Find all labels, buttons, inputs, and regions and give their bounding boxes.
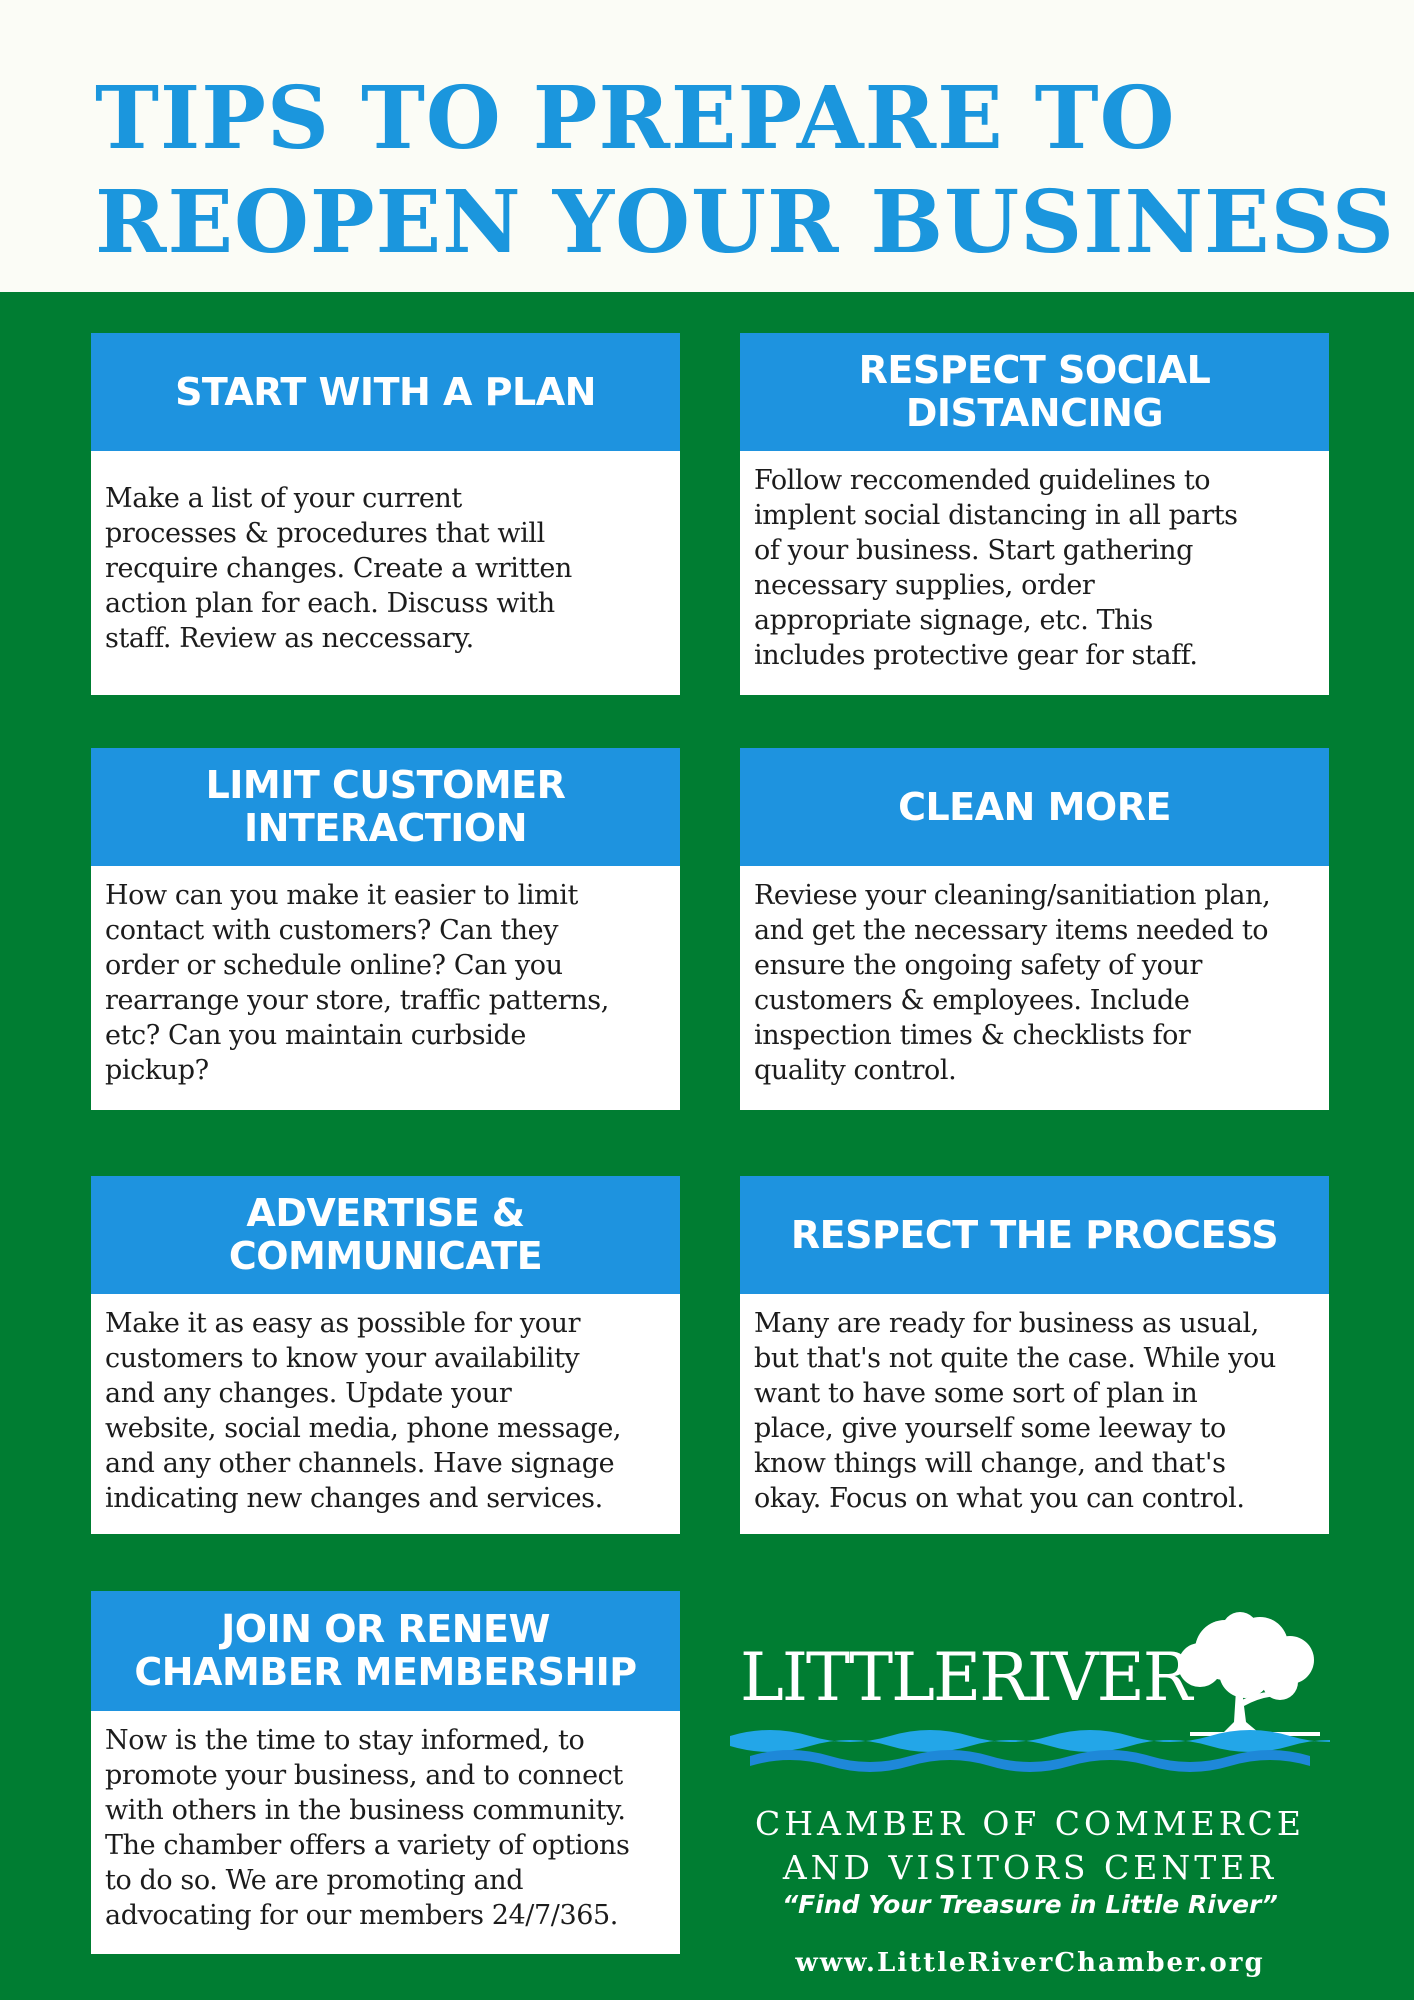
tip-card-body bbox=[91, 866, 680, 1110]
page-title-line-1: TIPS TO PREPARE TO bbox=[95, 68, 1176, 169]
header bbox=[0, 0, 1414, 292]
tip-card-header bbox=[91, 748, 680, 866]
tip-card-heading: START WITH A PLAN bbox=[175, 369, 596, 414]
tip-card-body bbox=[91, 1294, 680, 1534]
tip-card-heading: LIMIT CUSTOMER INTERACTION bbox=[205, 763, 566, 850]
tip-card-join-or-renew-membership bbox=[91, 1591, 680, 1954]
tip-card-text: Many are ready for business as usual, but that's not quite the case. While you want to have some sort of plan in place, give yourself some leeway to know things will change, and that's okay. Focus on what you can control. bbox=[754, 1308, 1276, 1514]
tip-card-clean-more bbox=[740, 748, 1329, 1110]
tip-card-text: Make a list of your current processes & procedures that will recquire changes. Create a written action plan for each. Discuss with staff. Review as neccessary. bbox=[105, 483, 572, 654]
tip-card-advertise-communicate bbox=[91, 1176, 680, 1534]
tip-card-header bbox=[740, 1176, 1329, 1294]
tip-card-body bbox=[740, 866, 1329, 1110]
tip-card-text: Follow reccomended guidelines to implent social distancing in all parts of your business. Start gathering necessary supplies, order appropriate signage, etc. This includes protective gear for staff. bbox=[754, 465, 1238, 671]
tip-card-header bbox=[91, 1591, 680, 1711]
tip-card-heading: RESPECT THE PROCESS bbox=[790, 1212, 1279, 1257]
chamber-logo bbox=[720, 1610, 1340, 1978]
logo-wordmark: LITTLERIVER bbox=[740, 1639, 1191, 1716]
tip-card-text: Now is the time to stay informed, to promote your business, and to connect with others in the business community. The chamber offers a variety of options to do so. We are promoting and advocating for our members 24/7/365. bbox=[105, 1725, 630, 1931]
tip-card-body bbox=[740, 1294, 1329, 1534]
tip-card-heading: JOIN OR RENEW CHAMBER MEMBERSHIP bbox=[134, 1607, 637, 1694]
tip-card-start-with-a-plan bbox=[91, 333, 680, 695]
tip-card-body bbox=[91, 451, 680, 695]
logo-tagline: “Find Your Treasure in Little River” bbox=[782, 1890, 1278, 1919]
tip-card-limit-customer-interaction bbox=[91, 748, 680, 1110]
tip-card-header bbox=[91, 1176, 680, 1294]
logo-chamber-text: CHAMBER OF COMMERCE AND VISITORS CENTER bbox=[755, 1804, 1305, 1887]
page-title-line-2: REOPEN YOUR BUSINESS bbox=[95, 172, 1395, 273]
tip-card-heading: CLEAN MORE bbox=[898, 784, 1171, 829]
tip-card-header bbox=[740, 748, 1329, 866]
tip-card-body bbox=[740, 451, 1329, 695]
tip-card-heading: ADVERTISE & COMMUNICATE bbox=[228, 1191, 543, 1278]
tip-card-header bbox=[91, 333, 680, 451]
tip-card-respect-social-distancing bbox=[740, 333, 1329, 695]
tip-card-text: How can you make it easier to limit contact with customers? Can they order or schedule online? Can you rearrange your store, traffic patterns, etc? Can you maintain curbside pickup? bbox=[105, 880, 609, 1086]
waves-icon bbox=[730, 1722, 1330, 1782]
tip-card-respect-the-process bbox=[740, 1176, 1329, 1534]
tip-card-body bbox=[91, 1711, 680, 1954]
tip-card-text: Make it as easy as possible for your customers to know your availability and any changes. Update your website, social media, phone message, and any other channels. Have signage indicating new changes and services. bbox=[105, 1308, 622, 1514]
website-link[interactable]: www.LittleRiverChamber.org bbox=[795, 1948, 1265, 1978]
tip-card-heading: RESPECT SOCIAL DISTANCING bbox=[858, 348, 1211, 435]
tip-card-text: Reviese your cleaning/sanitiation plan, and get the necessary items needed to ensure the ongoing safety of your customers & employees. Include inspection times & checklists for quality control. bbox=[754, 880, 1271, 1086]
tip-card-header bbox=[740, 333, 1329, 451]
